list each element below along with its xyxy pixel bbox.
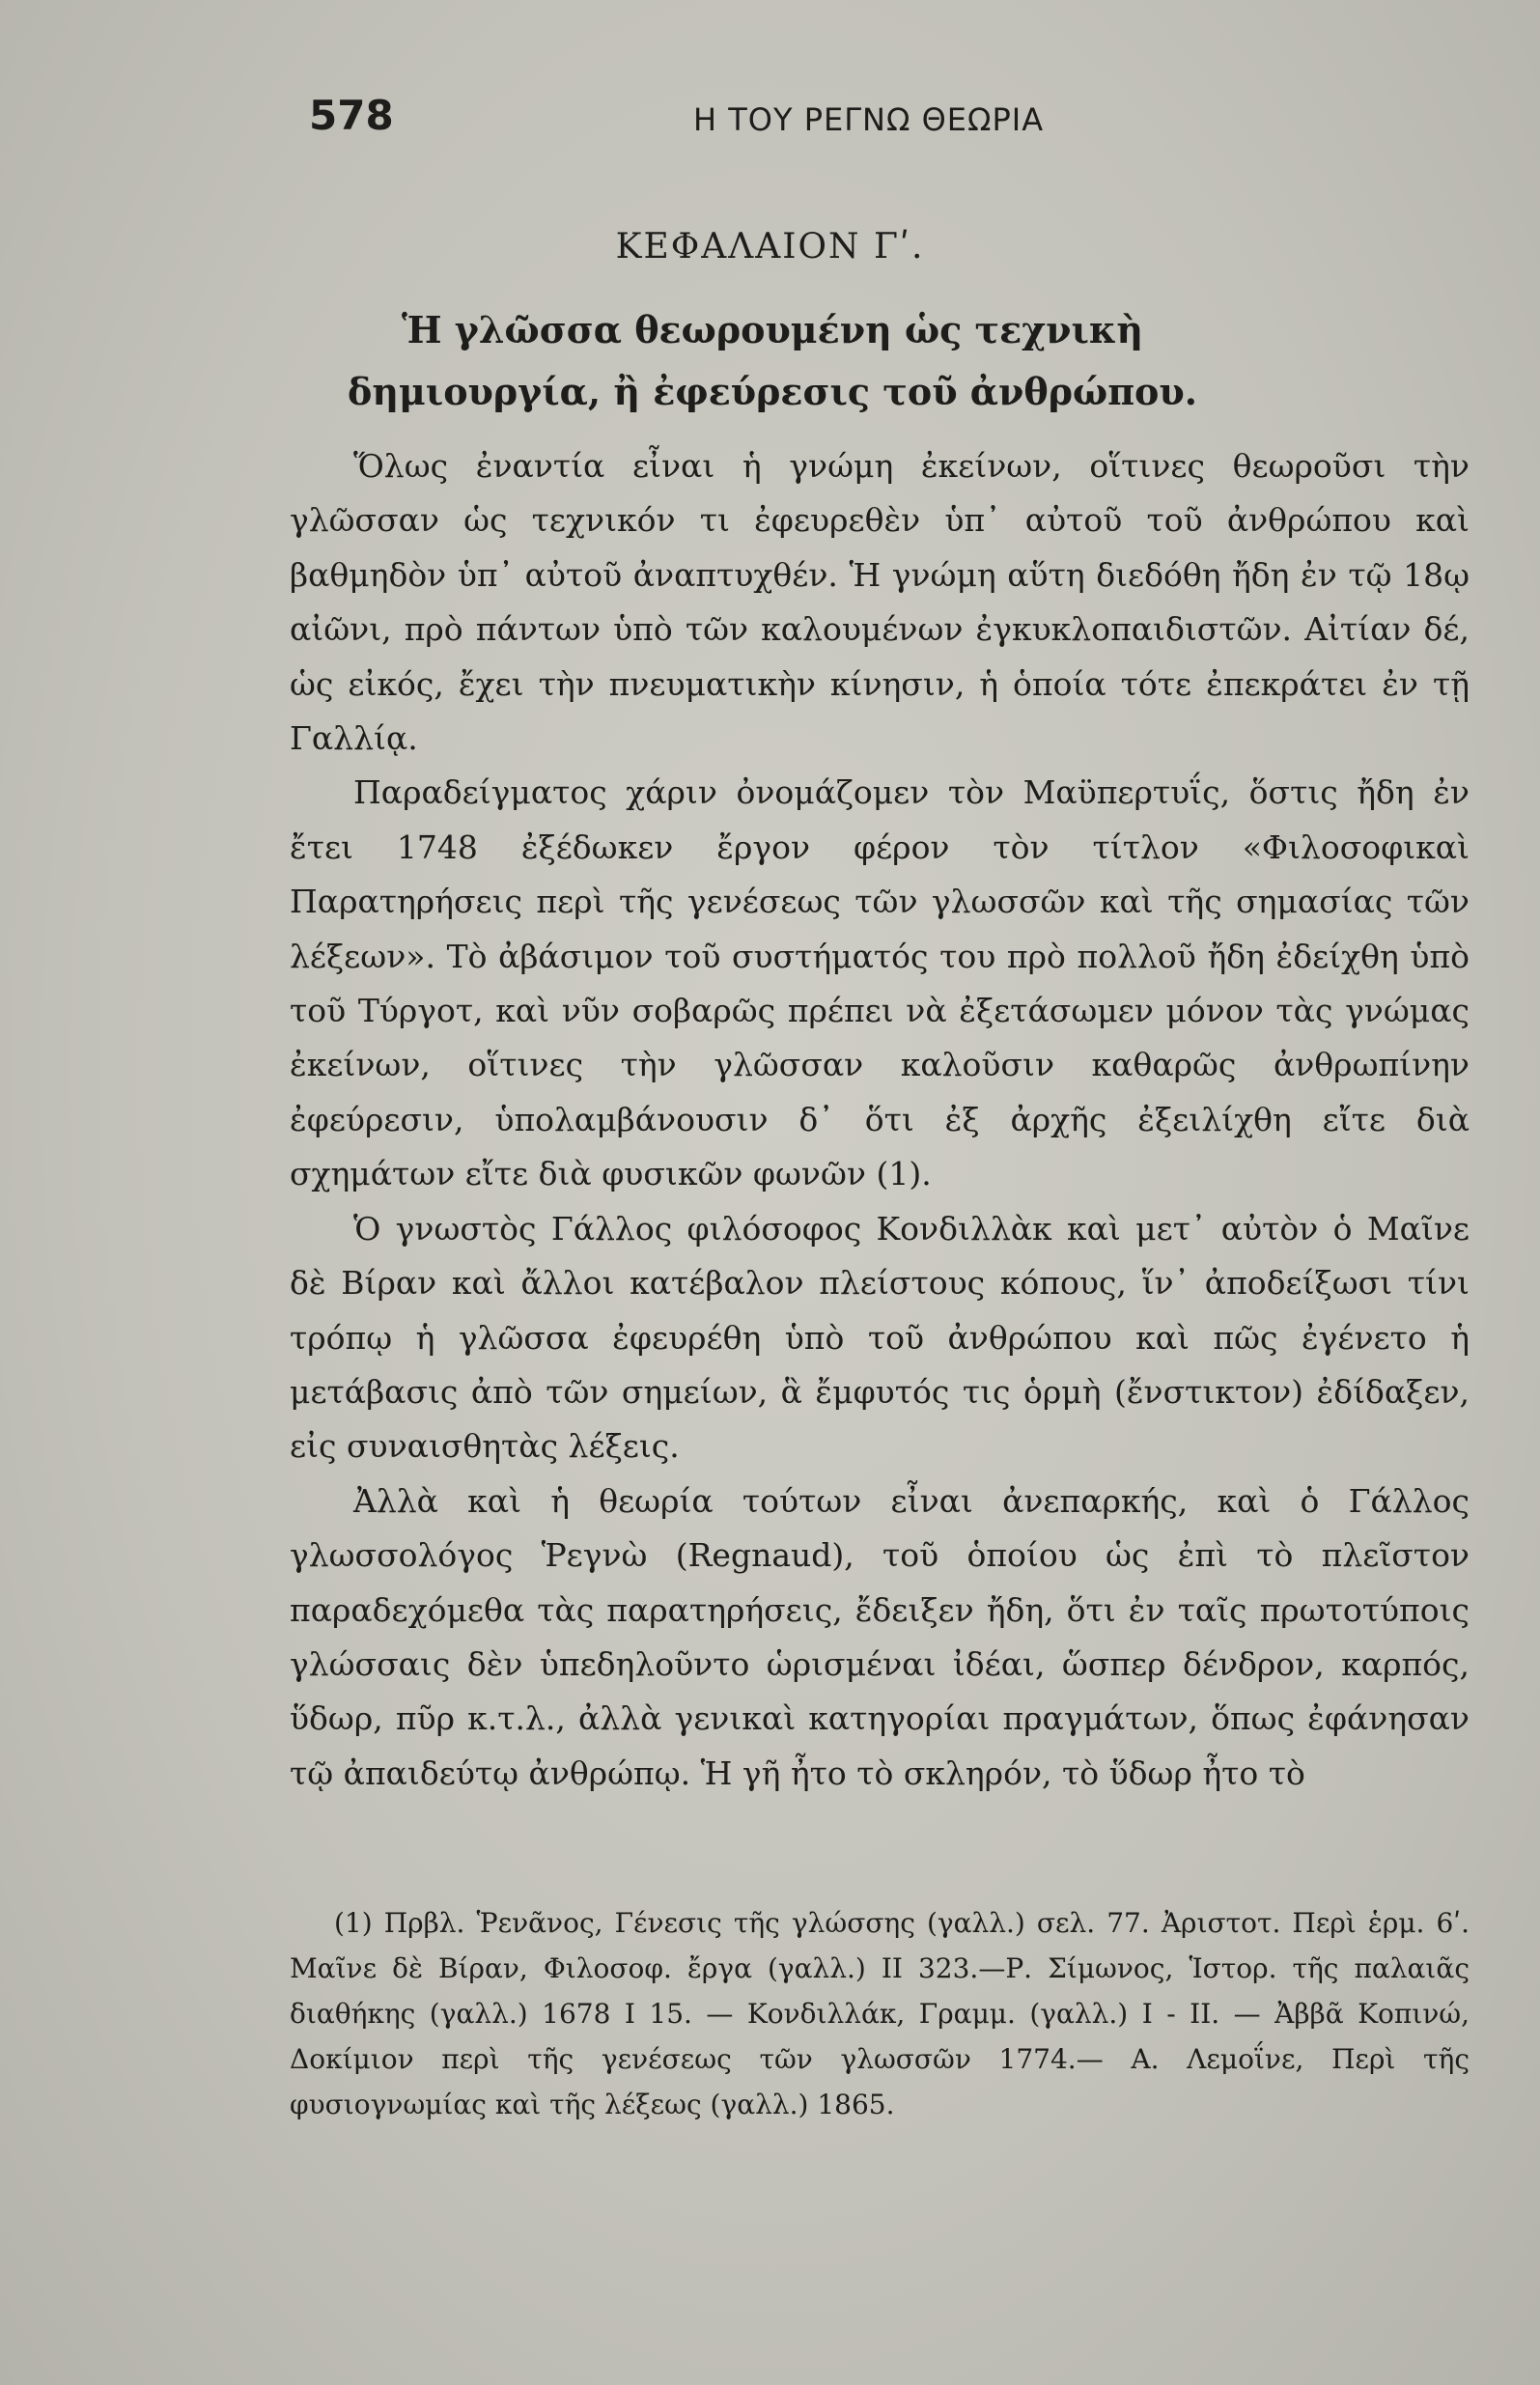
page-header (0, 92, 1540, 159)
footnote-text: (1) Πρβλ. Ῥενᾶνος, Γένεσις τῆς γλώσσης (γαλλ.) σελ. 77. Ἀριστοτ. Περὶ ἑρμ. 6ʹ. Μαῖνε δὲ Βίραν, Φιλοσοφ. ἔργα (γαλλ.) ΙΙ 323.—Ρ. Σίμωνος, Ἱστορ. τῆς παλαιᾶς διαθήκης (γαλλ.) 1678 Ι 15. — Κονδιλλάκ, Γραμμ. (γαλλ.) Ι - ΙΙ. — Ἀββᾶ Κοπινώ, Δοκίμιον περὶ τῆς γενέσεως τῶν γλωσσῶν 1774.— Α. Λεμοΐνε, Περὶ τῆς φυσιογνωμίας καὶ τῆς λέξεως (γαλλ.) 1865. (290, 1907, 1470, 2120)
footnote (290, 1900, 1470, 2127)
paragraph: Παραδείγματος χάριν ὀνομάζομεν τὸν Μαϋπερτυΐς, ὅστις ἤδη ἐν ἔτει 1748 ἐξέδωκεν ἔργον φέρον τὸν τίτλον «Φιλοσοφικαὶ Παρατηρήσεις περὶ τῆς γενέσεως τῶν γλωσσῶν καὶ τῆς σημασίας τῶν λέξεων». Τὸ ἀβάσιμον τοῦ συστήματός του πρὸ πολλοῦ ἤδη ἐδείχθη ὑπὸ τοῦ Τύργοτ, καὶ νῦν σοβαρῶς πρέπει νὰ ἐξετάσωμεν μόνον τὰς γνώμας ἐκείνων, οἵτινες τὴν γλῶσσαν καλοῦσιν καθαρῶς ἀνθρωπίνην ἐφεύρεσιν, ὑπολαμβάνουσιν δ᾽ ὅτι ἐξ ἀρχῆς ἐξειλίχθη εἴτε διὰ σχημάτων εἴτε διὰ φυσικῶν φωνῶν (1). (290, 773, 1470, 1193)
body-text (290, 439, 1470, 1801)
page-number: 578 (309, 92, 394, 139)
paragraph: Ὅλως ἐναντία εἶναι ἡ γνώμη ἐκείνων, οἵτινες θεωροῦσι τὴν γλῶσσαν ὡς τεχνικόν τι ἐφευρεθὲν ὑπ᾽ αὐτοῦ τοῦ ἀνθρώπου καὶ βαθμηδὸν ὑπ᾽ αὐτοῦ ἀναπτυχθέν. Ἡ γνώμη αὕτη διεδόθη ἤδη ἐν τῷ 18ῳ αἰῶνι, πρὸ πάντων ὑπὸ τῶν καλουμένων ἐγκυκλοπαιδιστῶν. Αἰτίαν δέ, ὡς εἰκός, ἔχει τὴν πνευματικὴν κίνησιν, ἡ ὁποία τότε ἐπεκράτει ἐν τῇ Γαλλίᾳ. (290, 447, 1470, 758)
running-title: Η ΤΟΥ ΡΕΓΝΩ ΘΕΩΡΙΑ (693, 101, 1045, 138)
paragraph: Ἀλλὰ καὶ ἡ θεωρία τούτων εἶναι ἀνεπαρκής, καὶ ὁ Γάλλος γλωσσολόγος Ῥεγνὼ (Regnaud), τοῦ ὁποίου ὡς ἐπὶ τὸ πλεῖστον παραδεχόμεθα τὰς παρατηρήσεις, ἔδειξεν ἤδη, ὅτι ἐν ταῖς πρωτοτύποις γλώσσαις δὲν ὑπεδηλοῦντο ὡρισμέναι ἰδέαι, ὥσπερ δένδρον, καρπός, ὕδωρ, πῦρ κ.τ.λ., ἀλλὰ γενικαὶ κατηγορίαι πραγμάτων, ὅπως ἐφάνησαν τῷ ἀπαιδεύτῳ ἀνθρώπῳ. Ἡ γῆ ἦτο τὸ σκληρόν, τὸ ὕδωρ ἦτο τὸ (290, 1481, 1470, 1792)
chapter-subtitle: Ἡ γλῶσσα θεωρουμένη ὡς τεχνικὴ δημιουργία, ἢ ἐφεύρεσις τοῦ ἀνθρώπου. (348, 308, 1197, 413)
chapter-heading: ΚΕΦΑΛΑΙΟΝ Γʹ. (615, 227, 925, 267)
paragraph: Ὁ γνωστὸς Γάλλος φιλόσοφος Κονδιλλὰκ καὶ μετ᾽ αὐτὸν ὁ Μαῖνε δὲ Βίραν καὶ ἄλλοι κατέβαλον πλείστους κόπους, ἵν᾽ ἀποδείξωσι τίνι τρόπῳ ἡ γλῶσσα ἐφευρέθη ὑπὸ τοῦ ἀνθρώπου καὶ πῶς ἐγένετο ἡ μετάβασις ἀπὸ τῶν σημείων, ἃ ἔμφυτός τις ὁρμὴ (ἔνστικτον) ἐδίδαξεν, εἰς συναισθητὰς λέξεις. (290, 1209, 1470, 1466)
